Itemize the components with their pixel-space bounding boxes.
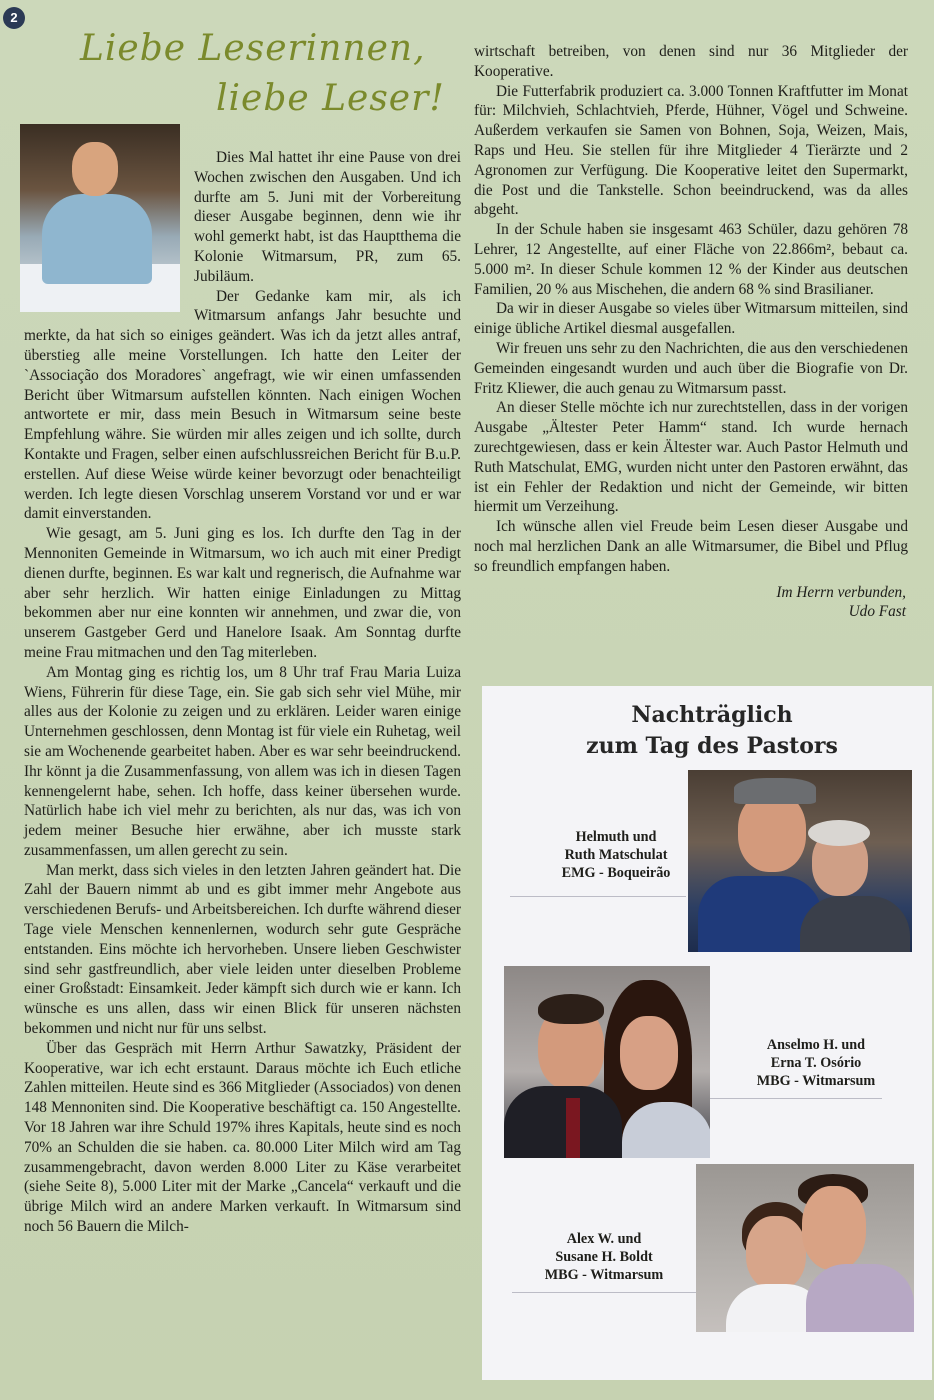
signature-name: Udo Fast xyxy=(848,603,906,621)
paragraph: An dieser Stelle möchte ich nur zurechtstellen, dass in der vorigen Ausgabe „Ältester Peter Hamm“ stand. Ich wurde hernach zurechtgewiesen, dass er kein Ältester war. Auch Pastor Helmuth und Ruth Matschulat, EMG, wurden nicht unter den Pastoren erwähnt, das ist ein Fehler der Redaktion und nicht der Gemeinde, wir bitten hiermit um Verzeihung. xyxy=(474,399,908,516)
pastor-day-box xyxy=(482,686,932,1380)
photo-boldt xyxy=(696,1164,914,1332)
caption-rule xyxy=(710,1098,882,1099)
paragraph: Am Montag ging es richtig los, um 8 Uhr traf Frau Maria Luiza Wiens, Führerin für diese Tage, ein. Sie gab sich sehr viel Mühe, mir alles aus der Kolonie zu zeigen und zu erklären. Leider waren einige Unternehmen geschlossen, denn Montag ist für viele ein Ruhetag, weil sie am Wochenende gearbeitet haben. Aber es war sehr beeindruckend. Ihr könnt ja die Zusammenfassung, von allem was ich in diesen Tagen kennengelernt habe, sehen. Ich hoffe, dass keiner übersehen wurde. Natürlich habe ich viel mehr zu berichten, als nur das, was ich von jedem meiner Besuche hier erwähne, aber ich musste stark zusammenfassen, um allen gerecht zu sein. xyxy=(24,663,461,859)
paragraph: Wie gesagt, am 5. Juni ging es los. Ich durfte den Tag in der Mennoniten Gemeinde in Witmarsum, wo ich auch mit einer Predigt dienen durfte, beginnen. Es war kalt und regnerisch, die Aufnahme war aber sehr herzlich. Wir hatten einige Einladungen zu Mittag bekommen aber nur eine konnten wir annehmen, und zwar die, von unserem Gastgeber Gerd und Hanelore Isaak. Am Sonntag durfte meine Frau mitmachen und den Tag miterleben. xyxy=(24,525,461,661)
page-number: 2 xyxy=(3,7,25,29)
left-column xyxy=(24,148,461,1237)
signature-greeting: Im Herrn verbunden, xyxy=(776,583,906,601)
page-title-line2: liebe Leser! xyxy=(216,78,445,119)
caption-boldt: Alex W. und Susane H. Boldt MBG - Witmarsum xyxy=(544,1231,664,1283)
photo-osorio xyxy=(504,966,710,1158)
right-column xyxy=(474,42,908,622)
signature xyxy=(474,583,908,623)
paragraph: Der Gedanke kam mir, als ich Witmarsum anfangs Jahr besuchte und merkte, da hat sich so einiges geändert. Was ich da jetzt alles antraf, überstieg alle meine Vorstellungen. Ich hatte den Leiter der `Associação dos Moradores` angefragt, wie wir einen umfassenden Bericht über Witmarsum aufstellen könnten. Nach einigen Wochen antwortete er mir, dass mein Besuch in Witmarsum seine beste Empfehlung währe. Sie würden mir alles zeigen und ich sollte, durch Kontakte und Fragen, selber einen aufschlussreichen Bericht für B.u.P. erstellen. Auf diese Weise würde keiner bevorzugt oder benachteiligt werden. Ich legte diesen Vorschlag unserem Vorstand vor und er war damit einverstanden. xyxy=(24,287,461,523)
paragraph: Die Futterfabrik produziert ca. 3.000 Tonnen Kraftfutter im Monat für: Milchvieh, Schlachtvieh, Pferde, Hühner, Vögel und Schweine. Außerdem verkaufen sie Samen von Bohnen, Soja, Weizen, Mais, Raps und Heu. Sie stellen für ihre Mitglieder 4 Tierärzte und 2 Agronomen zur Verfügung. Die Kooperative leitet den Supermarkt, die Post und die Tankstelle. Schon beeindruckend, was da alles abgeht. xyxy=(474,82,908,219)
paragraph: Dies Mal hattet ihr eine Pause von drei Wochen zwischen den Ausgaben. Und ich durfte am 5. Juni mit der Vorbereitung dieser Ausgabe beginnen, denn wie ihr wohl gemerkt habt, ist das Hauptthema die Kolonie Witmarsum, PR, zum 65. Jubiläum. xyxy=(194,149,461,285)
box-title-line2: zum Tag des Pastors xyxy=(586,733,838,759)
box-title-line1: Nachträglich xyxy=(631,702,793,728)
editor-photo xyxy=(20,124,180,312)
caption-matschulat: Helmuth und Ruth Matschulat EMG - Boqueirão xyxy=(561,829,671,881)
box-title xyxy=(482,700,934,762)
caption-osorio: Anselmo H. und Erna T. Osório MBG - Witmarsum xyxy=(756,1037,876,1089)
page-title-line1: Liebe Leserinnen, xyxy=(80,28,426,69)
paragraph: Ich wünsche allen viel Freude beim Lesen dieser Ausgabe und noch mal herzlichen Dank an alle Witmarsumer, die Bibel und Pflug so freundlich empfangen haben. xyxy=(474,518,908,575)
paragraph: Über das Gespräch mit Herrn Arthur Sawatzky, Präsident der Kooperative, war ich echt erstaunt. Daraus möchte ich Euch etliche Zahlen mitteilen. Heute sind es 366 Mitglieder (Associados) von denen 148 Mennoniten sind. Die Kooperative beschäftigt ca. 150 Angestellte. Vor 18 Jahren war ihre Schuld 197% ihres Kapitals, heute sind es noch 70% an Schulden die sie haben. ca. 80.000 Liter Milch wird am Tag zusammengebracht, davon werden 8.000 Liter zu Käse verarbeitet (siehe Seite 8), 5.000 Liter mit der Marke „Cancela“ verkauft und die übrige Milch wird an andere Marken verkauft. In Witmarsum sind noch 56 Bauern die Milch- xyxy=(24,1039,461,1236)
paragraph: wirtschaft betreiben, von denen sind nur 36 Mitglieder der Kooperative. xyxy=(474,43,908,80)
caption-rule xyxy=(512,1292,696,1293)
caption-rule xyxy=(510,896,686,897)
paragraph: Wir freuen uns sehr zu den Nachrichten, die aus den verschiedenen Gemeinden eingesandt wurden und auch über die Biografie von Dr. Fritz Kliewer, die auch genau zu Witmarsum passt. xyxy=(474,339,908,397)
paragraph: Man merkt, dass sich vieles in den letzten Jahren geändert hat. Die Zahl der Bauern nimmt ab und es gibt immer mehr Angebote aus verschiedenen Berufs- und Arbeitsbereichen. Ich durfte während dieser Tage viele Menschen kennenlernen, wodurch sehr gute Gespräche entstanden. Eins möchte ich hervorheben. Unsere lieben Geschwister sind sehr gastfreundlich, aber viele leiden unter dieselben Probleme einer Großstadt: Einsamkeit. Jeder kämpft sich durch wie er kann. Ich wünsche es uns allen, dass wir einen Blick für unseren nächsten bekommen und nicht nur für uns selbst. xyxy=(24,861,461,1038)
photo-matschulat xyxy=(688,770,912,952)
paragraph: Da wir in dieser Ausgabe so vieles über Witmarsum mitteilen, sind einige übliche Artikel diesmal ausgefallen. xyxy=(474,300,908,338)
paragraph: In der Schule haben sie insgesamt 463 Schüler, dazu gehören 78 Lehrer, 12 Angestellte, auf einer Fläche von 22.866m², bebaut ca. 5.000 m². In dieser Schule kommen 12 % der Kinder aus deutschen Familien, 20 % aus Mischehen, die andern 68 % sind Brasilianer. xyxy=(474,221,908,298)
